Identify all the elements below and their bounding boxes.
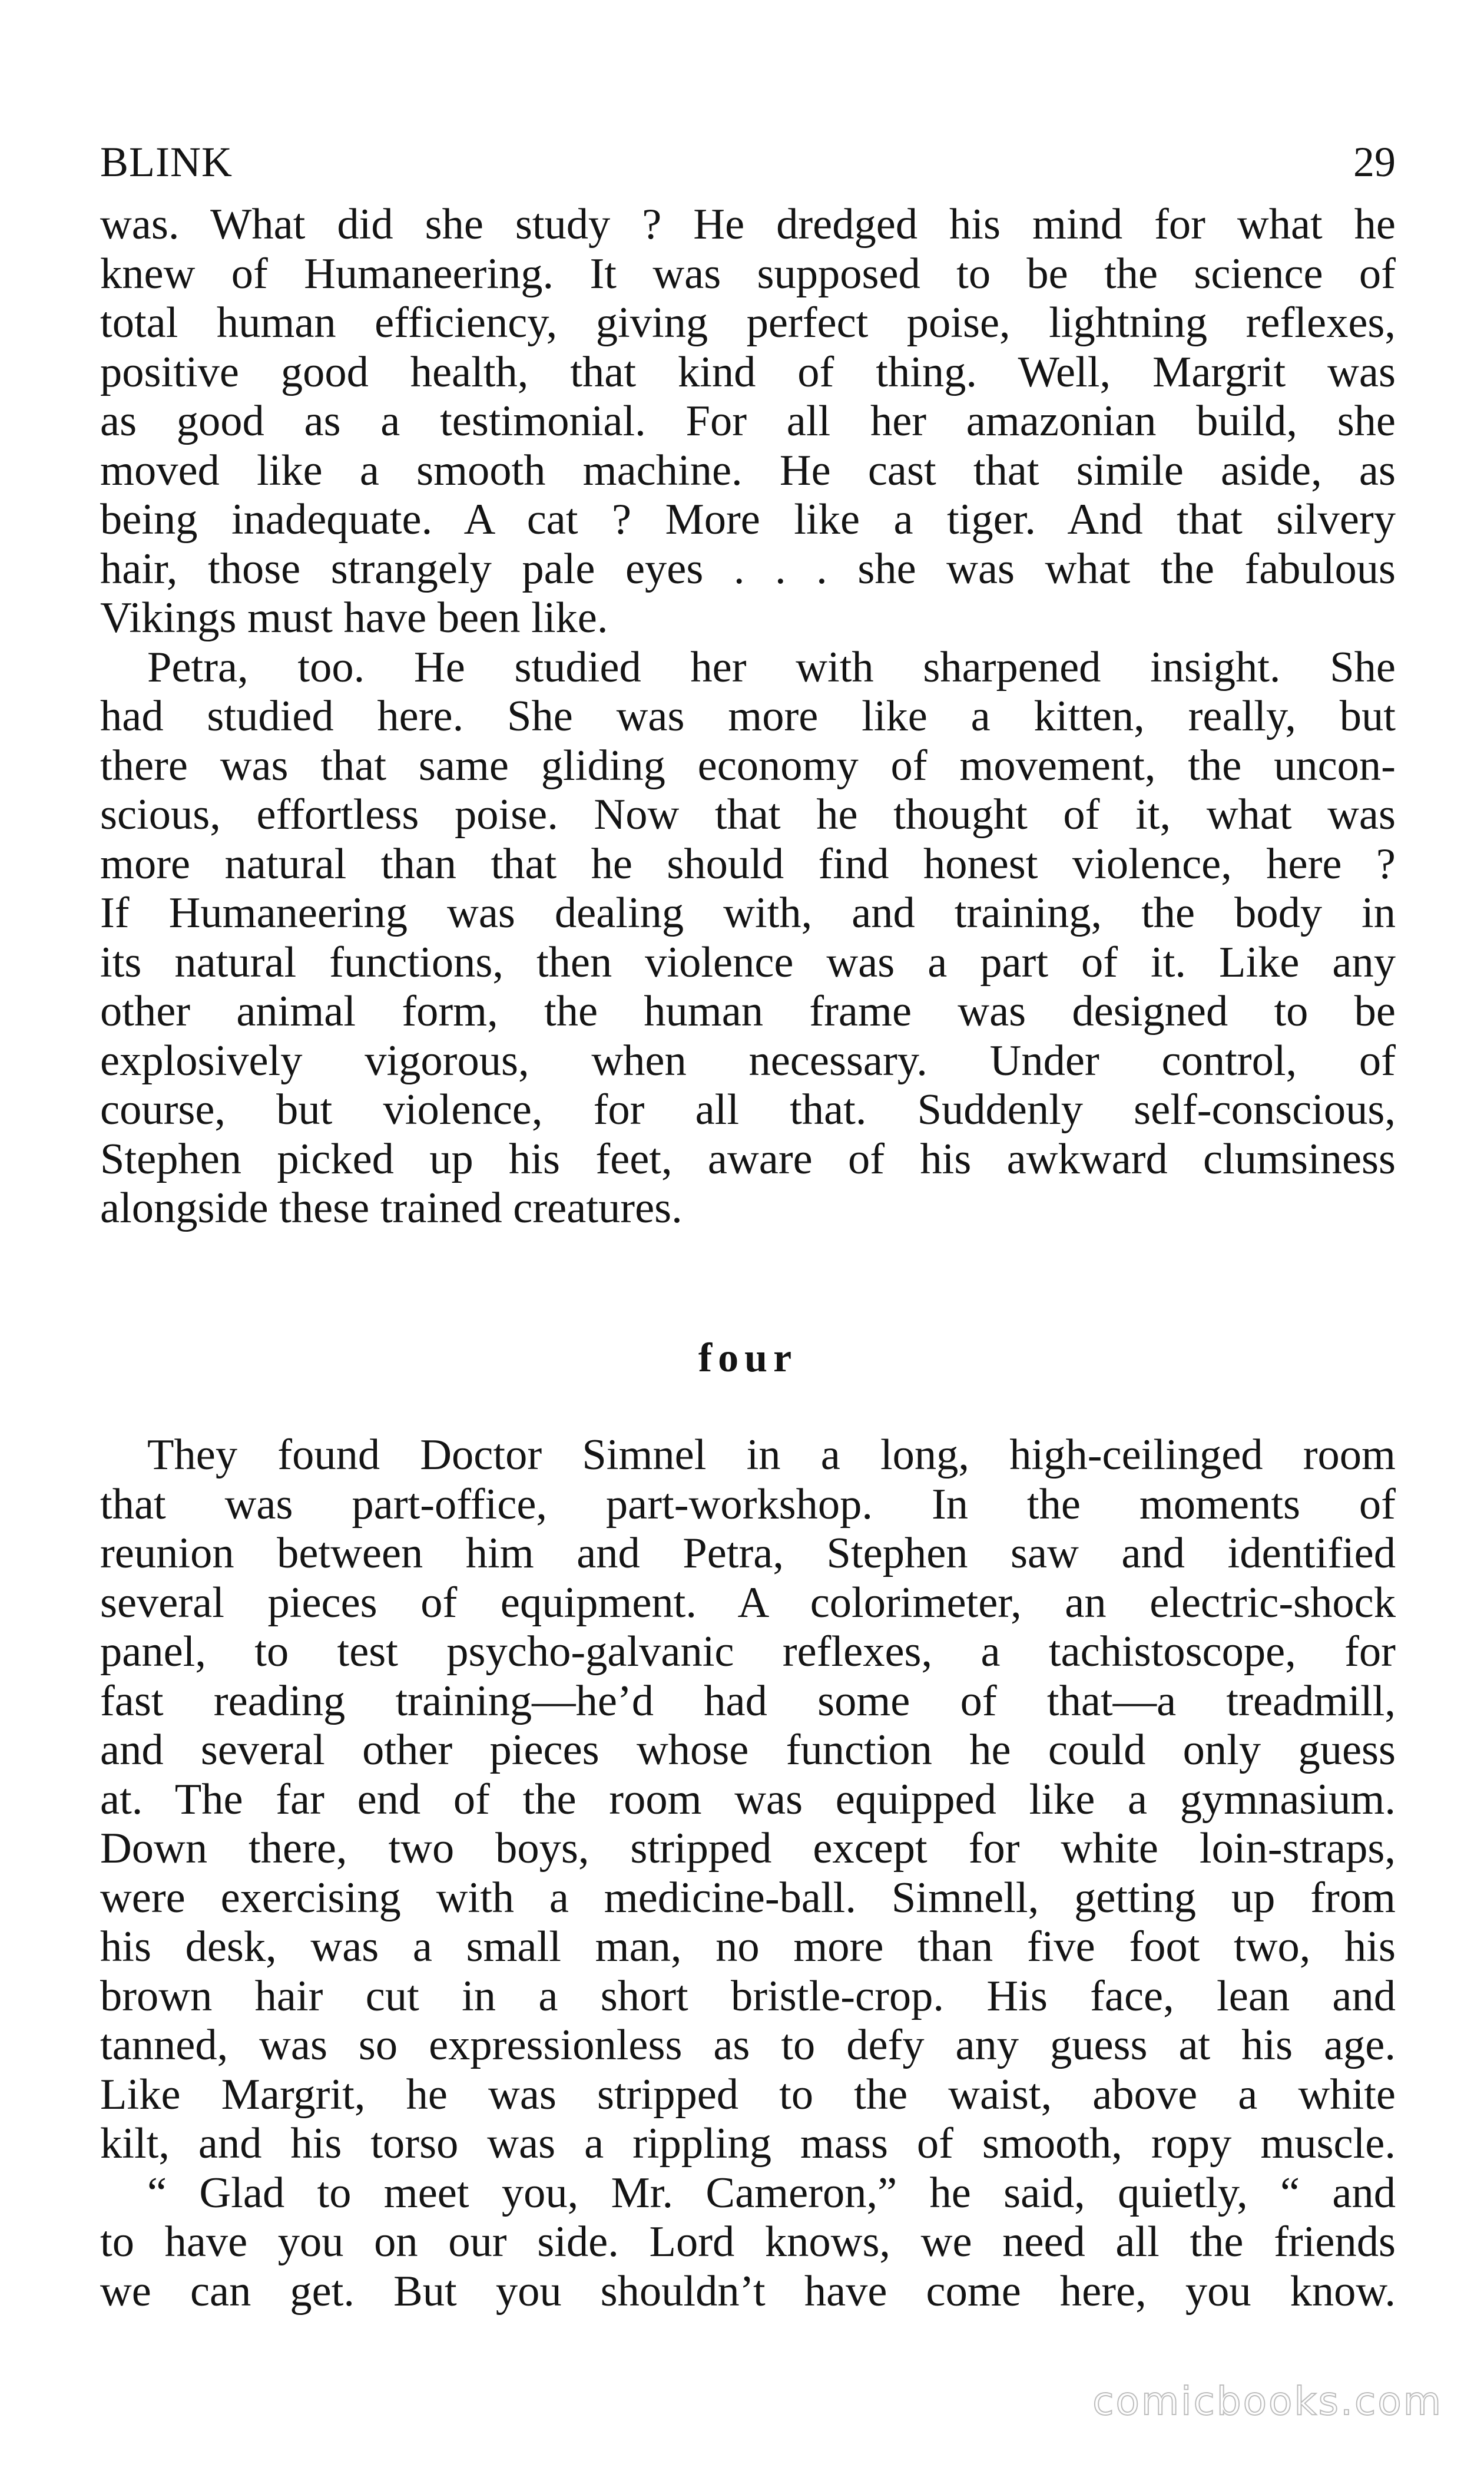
book-page — [100, 135, 1396, 2316]
text-line: was. What did she study ? He dredged his mind for what he — [100, 200, 1396, 249]
section-1-text — [100, 200, 1396, 1233]
text-line: that was part-office, part-workshop. In the moments of — [100, 1480, 1396, 1529]
text-line: were exercising with a medicine-ball. Simnell, getting up from — [100, 1873, 1396, 1922]
text-line: knew of Humaneering. It was supposed to be the science of — [100, 249, 1396, 298]
text-line: to have you on our side. Lord knows, we need all the friends — [100, 2218, 1396, 2266]
running-title: BLINK — [100, 138, 233, 186]
page-number: 29 — [1353, 138, 1396, 186]
text-line: his desk, was a small man, no more than five foot two, his — [100, 1923, 1396, 1971]
text-line: its natural functions, then violence was a part of it. Like any — [100, 938, 1396, 987]
text-line: and several other pieces whose function he could only guess — [100, 1726, 1396, 1774]
text-line: If Humaneering was dealing with, and training, the body in — [100, 889, 1396, 937]
text-line: They found Doctor Simnel in a long, high-ceilinged room — [147, 1431, 1396, 1479]
text-line: brown hair cut in a short bristle-crop. His face, lean and — [100, 1972, 1396, 2020]
text-line: as good as a testimonial. For all her amazonian build, she — [100, 397, 1396, 445]
text-line: positive good health, that kind of thing. Well, Margrit was — [100, 348, 1396, 396]
text-line: explosively vigorous, when necessary. Under control, of — [100, 1036, 1396, 1085]
text-line: tanned, was so expressionless as to defy any guess at his age. — [100, 2021, 1396, 2069]
text-line: hair, those strangely pale eyes . . . she was what the fabulous — [100, 544, 1396, 593]
text-line: being inadequate. A cat ? More like a tiger. And that silvery — [100, 495, 1396, 544]
text-line: Like Margrit, he was stripped to the waist, above a white — [100, 2070, 1396, 2119]
text-line: alongside these trained creatures. — [100, 1184, 683, 1232]
text-line: at. The far end of the room was equipped like a gymnasium. — [100, 1775, 1396, 1824]
text-line: fast reading training—he’d had some of that—a treadmill, — [100, 1676, 1396, 1725]
text-line: Petra, too. He studied her with sharpened insight. She — [147, 643, 1396, 692]
text-line: more natural than that he should find honest violence, here ? — [100, 839, 1396, 888]
text-line: several pieces of equipment. A colorimeter, an electric-shock — [100, 1578, 1396, 1627]
watermark-logo: comicbooks.com — [1092, 2379, 1443, 2424]
text-line: had studied here. She was more like a kitten, really, but — [100, 692, 1396, 740]
text-line: course, but violence, for all that. Suddenly self-conscious, — [100, 1086, 1396, 1134]
text-line: scious, effortless poise. Now that he thought of it, what was — [100, 791, 1396, 839]
chapter-heading: four — [698, 1335, 798, 1381]
text-line: total human efficiency, giving perfect poise, lightning reflexes, — [100, 299, 1396, 347]
text-line: reunion between him and Petra, Stephen saw and identified — [100, 1529, 1396, 1577]
text-line: Stephen picked up his feet, aware of his awkward clumsiness — [100, 1135, 1396, 1183]
text-line: we can get. But you shouldn’t have come here, you know. — [100, 2267, 1396, 2316]
text-line: there was that same gliding economy of movement, the uncon- — [100, 741, 1396, 790]
text-line: moved like a smooth machine. He cast that simile aside, as — [100, 446, 1396, 495]
text-line: other animal form, the human frame was designed to be — [100, 987, 1396, 1036]
text-line: Vikings must have been like. — [100, 594, 608, 642]
text-line: “ Glad to meet you, Mr. Cameron,” he said, quietly, “ and — [147, 2168, 1396, 2217]
text-line: kilt, and his torso was a rippling mass of smooth, ropy muscle. — [100, 2119, 1396, 2168]
section-2-text — [100, 1431, 1396, 2316]
text-line: panel, to test psycho-galvanic reflexes, a tachistoscope, for — [100, 1628, 1396, 1676]
text-line: Down there, two boys, stripped except for white loin-straps, — [100, 1824, 1396, 1873]
running-head — [100, 135, 1396, 200]
